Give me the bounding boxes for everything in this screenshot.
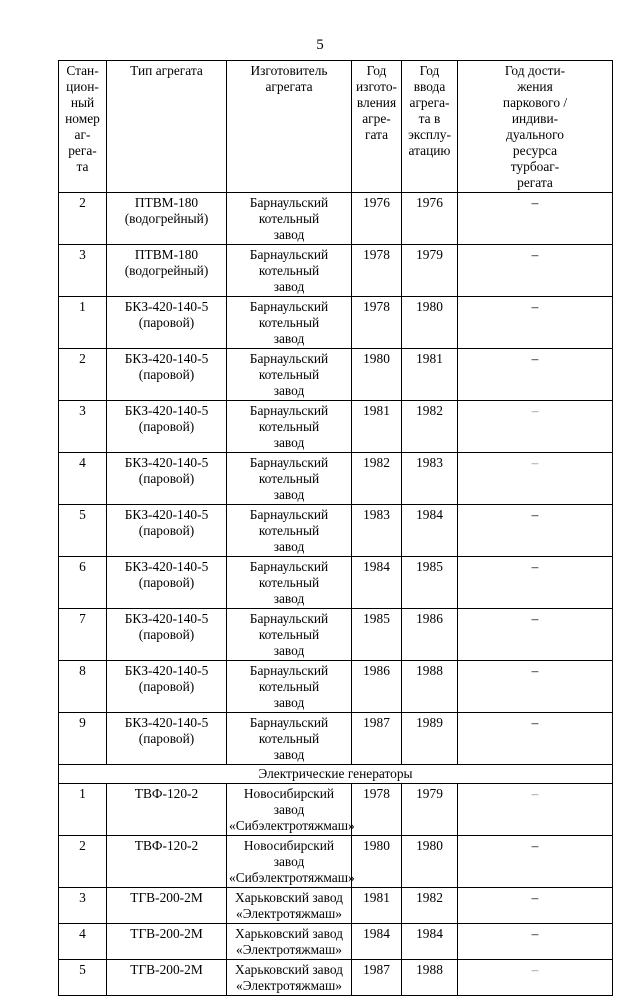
cell-year-commissioned: 1979: [402, 784, 458, 836]
table-header: [59, 61, 613, 193]
boiler-rows: [59, 193, 613, 765]
cell-manufacturer: Барнаульский котельный завод: [227, 245, 352, 297]
cell-year-made: 1983: [352, 505, 402, 557]
section-title-generators: Электрические генераторы: [59, 765, 613, 784]
cell-year-commissioned: 1988: [402, 960, 458, 996]
header-year-made: Год изгото- вления агре- гата: [352, 61, 402, 193]
cell-year-commissioned: 1989: [402, 713, 458, 765]
cell-unit-type: БКЗ-420-140-5 (паровой): [107, 401, 227, 453]
cell-year-commissioned: 1983: [402, 453, 458, 505]
units-table: [58, 60, 613, 996]
cell-unit-type: ТГВ-200-2М: [107, 924, 227, 960]
cell-station-number: 1: [59, 784, 107, 836]
header-unit-type: Тип агрегата: [107, 61, 227, 193]
section-row: [59, 765, 613, 784]
cell-unit-type: БКЗ-420-140-5 (паровой): [107, 349, 227, 401]
cell-manufacturer: Харьковский завод «Электротяжмаш»: [227, 924, 352, 960]
cell-year-made: 1981: [352, 888, 402, 924]
cell-unit-type: ПТВМ-180 (водогрейный): [107, 245, 227, 297]
cell-year-made: 1987: [352, 960, 402, 996]
cell-unit-type: БКЗ-420-140-5 (паровой): [107, 609, 227, 661]
cell-manufacturer: Барнаульский котельный завод: [227, 297, 352, 349]
cell-unit-type: БКЗ-420-140-5 (паровой): [107, 297, 227, 349]
cell-year-made: 1987: [352, 713, 402, 765]
cell-year-made: 1986: [352, 661, 402, 713]
cell-manufacturer: Новосибирский завод «Сибэлектротяжмаш»: [227, 836, 352, 888]
cell-manufacturer: Барнаульский котельный завод: [227, 505, 352, 557]
header-year-commissioned: Год ввода агрега- та в эксплу- атацию: [402, 61, 458, 193]
header-manufacturer: Изготовитель агрегата: [227, 61, 352, 193]
cell-unit-type: ПТВМ-180 (водогрейный): [107, 193, 227, 245]
table-row: [59, 297, 613, 349]
table-row: [59, 713, 613, 765]
cell-year-resource: –: [458, 609, 613, 661]
cell-station-number: 5: [59, 505, 107, 557]
table-row: [59, 557, 613, 609]
cell-year-resource: –: [458, 924, 613, 960]
cell-year-resource: –: [458, 784, 613, 836]
page-number: 5: [316, 37, 324, 53]
cell-manufacturer: Барнаульский котельный завод: [227, 557, 352, 609]
cell-station-number: 3: [59, 245, 107, 297]
table-row: [59, 245, 613, 297]
cell-station-number: 2: [59, 193, 107, 245]
cell-station-number: 3: [59, 888, 107, 924]
cell-station-number: 4: [59, 924, 107, 960]
cell-year-resource: –: [458, 836, 613, 888]
cell-year-made: 1982: [352, 453, 402, 505]
cell-year-commissioned: 1979: [402, 245, 458, 297]
header-year-resource: Год дости- жения паркового / индиви- дуального ресурса турбоаг- регата: [458, 61, 613, 193]
cell-year-commissioned: 1982: [402, 888, 458, 924]
cell-station-number: 9: [59, 713, 107, 765]
cell-year-resource: –: [458, 401, 613, 453]
cell-year-resource: –: [458, 888, 613, 924]
table-row: [59, 401, 613, 453]
table-row: [59, 661, 613, 713]
generator-rows: [59, 784, 613, 996]
cell-station-number: 6: [59, 557, 107, 609]
cell-station-number: 2: [59, 349, 107, 401]
cell-unit-type: ТВФ-120-2: [107, 836, 227, 888]
table-row: [59, 924, 613, 960]
cell-station-number: 5: [59, 960, 107, 996]
cell-unit-type: БКЗ-420-140-5 (паровой): [107, 713, 227, 765]
table-row: [59, 784, 613, 836]
cell-unit-type: ТГВ-200-2М: [107, 888, 227, 924]
table-row: [59, 193, 613, 245]
cell-manufacturer: Барнаульский котельный завод: [227, 193, 352, 245]
cell-year-commissioned: 1980: [402, 836, 458, 888]
cell-year-made: 1981: [352, 401, 402, 453]
generators-section: [59, 765, 613, 784]
cell-year-made: 1985: [352, 609, 402, 661]
cell-manufacturer: Барнаульский котельный завод: [227, 401, 352, 453]
table-row: [59, 960, 613, 996]
table-row: [59, 609, 613, 661]
cell-year-commissioned: 1984: [402, 505, 458, 557]
cell-manufacturer: Барнаульский котельный завод: [227, 661, 352, 713]
cell-year-commissioned: 1986: [402, 609, 458, 661]
cell-year-made: 1978: [352, 245, 402, 297]
cell-year-resource: –: [458, 557, 613, 609]
cell-year-commissioned: 1981: [402, 349, 458, 401]
cell-year-made: 1978: [352, 297, 402, 349]
cell-year-made: 1980: [352, 349, 402, 401]
cell-year-commissioned: 1985: [402, 557, 458, 609]
cell-unit-type: ТГВ-200-2М: [107, 960, 227, 996]
cell-year-commissioned: 1982: [402, 401, 458, 453]
cell-unit-type: ТВФ-120-2: [107, 784, 227, 836]
cell-year-resource: –: [458, 193, 613, 245]
cell-manufacturer: Харьковский завод «Электротяжмаш»: [227, 888, 352, 924]
cell-year-made: 1978: [352, 784, 402, 836]
cell-station-number: 8: [59, 661, 107, 713]
cell-year-commissioned: 1976: [402, 193, 458, 245]
cell-station-number: 2: [59, 836, 107, 888]
cell-year-resource: –: [458, 453, 613, 505]
cell-manufacturer: Барнаульский котельный завод: [227, 349, 352, 401]
cell-year-commissioned: 1984: [402, 924, 458, 960]
table-row: [59, 836, 613, 888]
cell-year-made: 1984: [352, 557, 402, 609]
header-station-number: Стан- цион- ный номер аг- рега- та: [59, 61, 107, 193]
cell-year-resource: –: [458, 245, 613, 297]
cell-year-made: 1984: [352, 924, 402, 960]
cell-unit-type: БКЗ-420-140-5 (паровой): [107, 661, 227, 713]
cell-manufacturer: Барнаульский котельный завод: [227, 609, 352, 661]
cell-station-number: 3: [59, 401, 107, 453]
header-row: [59, 61, 613, 193]
cell-manufacturer: Барнаульский котельный завод: [227, 713, 352, 765]
cell-year-made: 1980: [352, 836, 402, 888]
cell-year-resource: –: [458, 960, 613, 996]
cell-year-resource: –: [458, 505, 613, 557]
cell-station-number: 4: [59, 453, 107, 505]
cell-year-commissioned: 1988: [402, 661, 458, 713]
cell-year-made: 1976: [352, 193, 402, 245]
cell-unit-type: БКЗ-420-140-5 (паровой): [107, 505, 227, 557]
cell-year-resource: –: [458, 349, 613, 401]
cell-year-commissioned: 1980: [402, 297, 458, 349]
cell-manufacturer: Новосибирский завод «Сибэлектротяжмаш»: [227, 784, 352, 836]
table-row: [59, 349, 613, 401]
cell-station-number: 1: [59, 297, 107, 349]
cell-year-resource: –: [458, 661, 613, 713]
table-row: [59, 888, 613, 924]
table-row: [59, 505, 613, 557]
cell-year-resource: –: [458, 297, 613, 349]
cell-station-number: 7: [59, 609, 107, 661]
cell-unit-type: БКЗ-420-140-5 (паровой): [107, 557, 227, 609]
cell-year-resource: –: [458, 713, 613, 765]
cell-manufacturer: Барнаульский котельный завод: [227, 453, 352, 505]
table-row: [59, 453, 613, 505]
cell-manufacturer: Харьковский завод «Электротяжмаш»: [227, 960, 352, 996]
cell-unit-type: БКЗ-420-140-5 (паровой): [107, 453, 227, 505]
